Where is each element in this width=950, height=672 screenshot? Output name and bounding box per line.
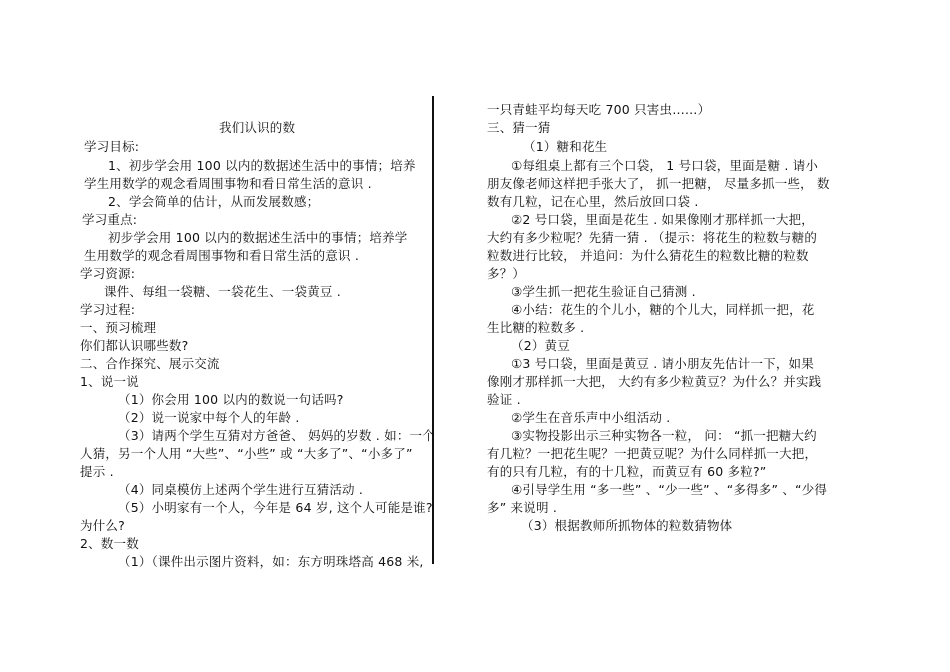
text-line: （2）说一说家中每个人的年龄 .	[118, 410, 300, 425]
text-line: 有的只有几粒，有的十几粒，而黄豆有 60 多粒?”	[487, 464, 767, 479]
text-line: ②学生在音乐声中小组活动 .	[511, 410, 671, 425]
text-line: 生比糖的粒数多 .	[487, 320, 585, 335]
text-line: 像刚才那样抓一大把， 大约有多少粒黄豆？为什么？并实践	[487, 374, 822, 389]
text-line: 朋友像老师这样把手张大了， 抓一把糖， 尽量多抓一些， 数	[487, 176, 830, 191]
subsection-heading: （3）根据教师所抓物体的粒数猜物体	[521, 518, 733, 533]
text-line: 粒数进行比较， 并追问：为什么猜花生的粒数比糖的粒数	[487, 248, 809, 263]
section-heading: 2、数一数	[80, 536, 139, 551]
text-line: 多？）	[487, 266, 526, 281]
text-line: 验证 .	[487, 392, 521, 407]
section-heading: 学习过程:	[80, 302, 136, 317]
text-line: （1）你会用 100 以内的数说一句话吗?	[118, 392, 344, 407]
text-line: ④引导学生用 “多一些” 、“少一些” 、“多得多” 、“少得	[511, 482, 828, 497]
text-line: （5）小明家有一个人，今年是 64 岁, 这个人可能是谁?	[118, 500, 433, 515]
text-line: 初步学会用 100 以内的数据述生活中的事情；培养学	[108, 230, 408, 245]
text-line: 大约有多少粒呢？先猜一猜 . （提示：将花生的粒数与糖的	[487, 230, 818, 245]
subsection-heading: （1）糖和花生	[523, 139, 608, 154]
text-line: 提示 .	[80, 464, 114, 479]
text-line: 人猜，另一个人用 “大些”、“小些” 或 “大多了”、“小多了”	[80, 446, 413, 461]
text-line: 有几粒？一把花生呢？一把黄豆呢？为什么同样抓一大把，	[487, 446, 818, 461]
text-line: ③学生抓一把花生验证自己猜测 .	[511, 284, 696, 299]
section-heading: 一、预习梳理	[80, 320, 157, 335]
text-line: ③实物投影出示三种实物各一粒， 问： “抓一把糖大约	[511, 428, 817, 443]
document-title: 我们认识的数	[219, 120, 296, 135]
text-line: ②2 号口袋，里面是花生 . 如果像刚才那样抓一大把，	[511, 212, 814, 227]
text-line: 课件、每组一袋糖、一袋花生、一袋黄豆 .	[104, 284, 341, 299]
subsection-heading: （2）黄豆	[511, 338, 570, 353]
section-heading: 二、合作探究、展示交流	[80, 356, 220, 371]
section-heading: 1、说一说	[80, 374, 139, 389]
text-line: （3）请两个学生互猜对方爸爸、 妈妈的岁数 . 如：一个	[118, 428, 435, 443]
text-line: 数有几粒，记在心里，然后放回口袋 .	[487, 194, 699, 209]
text-line: 你们都认识哪些数?	[80, 338, 189, 353]
text-line: 多” 来说明 .	[487, 500, 557, 515]
text-line: 一只青蛙平均每天吃 700 只害虫……）	[487, 102, 711, 117]
text-line: ④小结：花生的个儿小，糖的个儿大，同样抓一把，花	[511, 302, 815, 317]
text-line: 2、学会简单的估计，从而发展数感；	[108, 194, 320, 209]
section-heading: 三、猜一猜	[487, 120, 551, 135]
text-line: ①3 号口袋，里面是黄豆 . 请小朋友先估计一下，如果	[511, 356, 814, 371]
text-line: 1、初步学会用 100 以内的数据述生活中的事情；培养	[108, 158, 416, 173]
text-line: ①每组桌上都有三个口袋， 1 号口袋，里面是糖 . 请小	[511, 158, 819, 173]
text-line: （1）（课件出示图片资料，如：东方明珠塔高 468 米,	[118, 554, 424, 569]
section-heading: 学习目标:	[84, 139, 140, 154]
column-divider-left	[432, 96, 434, 564]
text-line: 生用数学的观念看周围事物和看日常生活的意识 .	[84, 248, 360, 263]
text-line: 为什么?	[80, 518, 125, 533]
text-line: 学生用数学的观念看周围事物和看日常生活的意识 .	[84, 176, 372, 191]
section-heading: 学习资源:	[80, 266, 136, 281]
text-line: （4）同桌模仿上述两个学生进行互猜活动 .	[118, 482, 364, 497]
section-heading: 学习重点:	[82, 212, 138, 227]
